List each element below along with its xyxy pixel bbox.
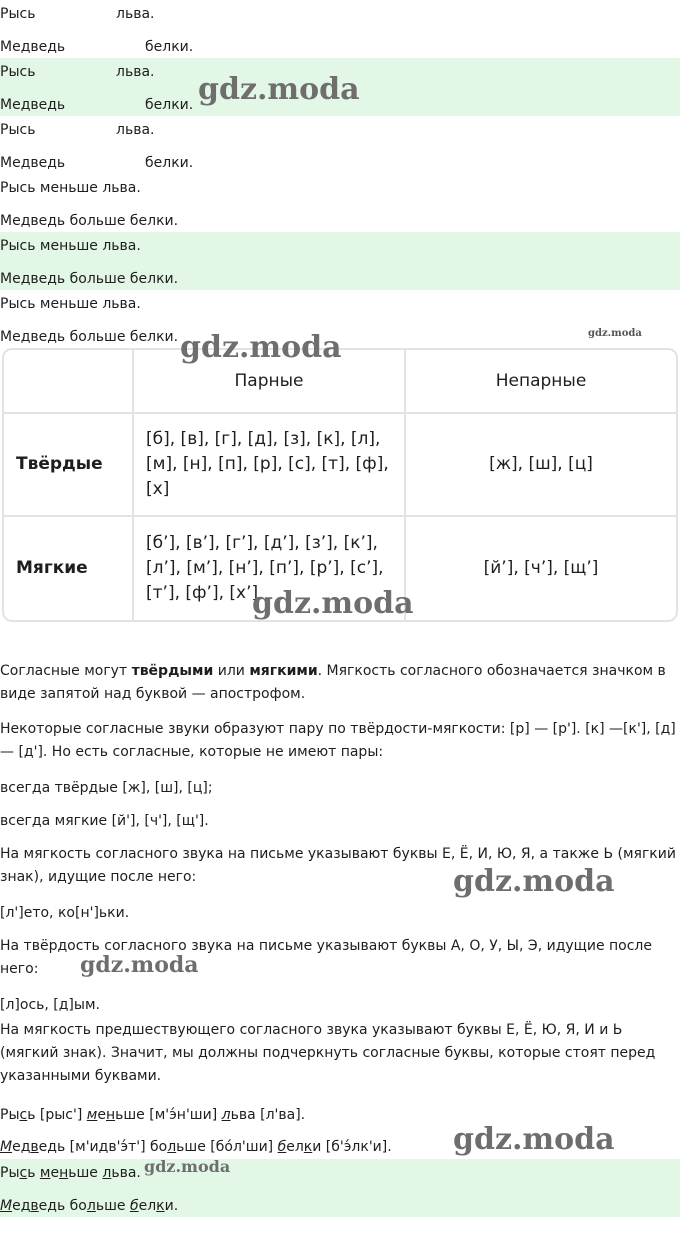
analysis-text: ьше (95, 1198, 130, 1214)
table-corner-cell (4, 350, 134, 414)
underlined-consonant: М (0, 1198, 13, 1214)
table-cell-soft-unpaired: [й’], [ч’], [щ’] (483, 558, 599, 578)
analysis-text: и [б'э́лк'и]. (312, 1139, 392, 1155)
analysis-text: ьва [л'ва]. (230, 1107, 306, 1123)
analysis-text: ед (12, 1139, 31, 1155)
paragraph-soft-letters: На мягкость согласного звука на письме указывают буквы Е, Ё, И, Ю, Я, а также Ь (мягкий знак), идущие после него: (0, 846, 676, 885)
underlined-consonant: м (86, 1107, 98, 1123)
underlined-consonant: н (59, 1165, 69, 1181)
analysis-text: ед (12, 1198, 31, 1214)
paragraph-always-hard: всегда твёрдые [ж], [ш], [ц]; (0, 780, 213, 796)
underlined-consonant: б (129, 1198, 139, 1214)
sentence: Медведь больше белки. (0, 213, 179, 229)
analysis-text: ь бо (56, 1198, 87, 1214)
gap-sentence-object: льва. (116, 122, 155, 138)
paragraph-hard-example: [л]ось, [д]ым. (0, 997, 100, 1013)
analysis-text: ь [рыс'] (27, 1107, 87, 1123)
watermark-logo: gdz.moda (144, 1157, 231, 1176)
analysis-text: ь [м'идв'э́т'] бо (56, 1139, 168, 1155)
gap-sentence-object: белки. (145, 155, 194, 171)
analysis-line-4 (0, 1195, 676, 1218)
underlined-consonant: с (19, 1107, 28, 1123)
watermark-logo: gdz.moda (453, 864, 615, 899)
analysis-text: е (97, 1107, 106, 1123)
gap-sentence-subject: Рысь (0, 122, 36, 138)
underlined-consonant: к (303, 1139, 313, 1155)
analysis-text: ел (138, 1198, 157, 1214)
gap-sentence-object: льва. (116, 6, 155, 22)
analysis-text: е (38, 1139, 48, 1155)
table-cell-hard-unpaired: [ж], [ш], [ц] (406, 414, 676, 517)
analysis-text: е (50, 1165, 60, 1181)
watermark-logo: gdz.moda (252, 586, 414, 621)
table-cell-hard-paired: [б], [в], [г], [д], [з], [к], [л], [м], [н], [п], [р], [с], [т], [ф], [х] (134, 414, 406, 517)
underlined-consonant: н (105, 1107, 116, 1123)
table-header-paired: Парные (134, 350, 406, 414)
underlined-consonant: М (0, 1139, 13, 1155)
analysis-text: ьше [бо́л'ши] (176, 1139, 278, 1155)
underlined-consonant: л (86, 1198, 96, 1214)
underlined-consonant: к (156, 1198, 165, 1214)
analysis-text: Ры (0, 1165, 20, 1181)
underlined-consonant: с (19, 1165, 28, 1181)
analysis-line-3 (0, 1162, 676, 1185)
underlined-consonant: м (39, 1165, 51, 1181)
table-cell-soft-paired: [б’], [в’], [г’], [д’], [з’], [к’], [л’], [м’], [н’], [п’], [р’], [с’], [т’], [ф’], [х’] (134, 517, 406, 620)
sentence: Рысь меньше льва. (0, 238, 141, 254)
analysis-text: ьва. (111, 1165, 141, 1181)
table-header-unpaired: Непарные (406, 350, 676, 414)
gap-sentence-subject: Медведь (0, 155, 66, 171)
watermark-logo: gdz.moda (80, 952, 199, 978)
gap-sentence-subject: Рысь (0, 64, 36, 80)
table-row-label-hard: Твёрдые (4, 414, 134, 517)
sentence: Медведь больше белки. (0, 271, 179, 287)
watermark-logo: gdz.moda (180, 330, 342, 365)
paragraph-intro: Согласные могут твёрдыми или мягкими. Мягкость согласного обозначается значком в виде запятой над буквой — апострофом. (0, 663, 666, 702)
watermark-logo: gdz.moda (588, 328, 642, 339)
watermark-logo: gdz.moda (198, 72, 360, 107)
analysis-text: и. (164, 1198, 179, 1214)
analysis-text: ь (27, 1165, 40, 1181)
underlined-consonant: в (30, 1139, 39, 1155)
gap-sentence-subject: Медведь (0, 39, 66, 55)
paragraph-always-soft: всегда мягкие [й'], [ч'], [щ']. (0, 813, 209, 829)
underlined-consonant: л (102, 1165, 112, 1181)
paragraph-pairs: Некоторые согласные звуки образуют пару по твёрдости-мягкости: [р] — [р']. [к] —[к'], [д] — [д']. Но есть согласные, которые не имеют пары: (0, 721, 676, 760)
gap-sentence-object: белки. (145, 39, 194, 55)
analysis-text: ьше (68, 1165, 103, 1181)
gap-sentence-subject: Рысь (0, 6, 36, 22)
paragraph-hard-letters: На твёрдость согласного звука на письме указывают буквы А, О, У, Ы, Э, идущие после него: (0, 938, 652, 977)
table-row-label-soft: Мягкие (4, 517, 134, 620)
gap-sentence-subject: Медведь (0, 97, 66, 113)
underlined-consonant: д (47, 1198, 57, 1214)
sentence: Рысь меньше льва. (0, 296, 141, 312)
paragraph-rule: На мягкость предшествующего согласного звука указывают буквы Е, Ё, Ю, Я, И и Ь (мягкий знак). Значит, мы должны подчеркнуть согласные буквы, которые стоят перед указанными буквами. (0, 1022, 656, 1084)
sentence: Медведь больше белки. (0, 329, 179, 345)
analysis-text: ел (286, 1139, 304, 1155)
consonant-table (2, 348, 678, 622)
analysis-text: Ры (0, 1107, 20, 1123)
underlined-consonant: л (221, 1107, 231, 1123)
underlined-consonant: д (47, 1139, 57, 1155)
analysis-text: е (38, 1198, 48, 1214)
watermark-logo: gdz.moda (453, 1122, 615, 1157)
underlined-consonant: в (30, 1198, 39, 1214)
underlined-consonant: б (277, 1139, 287, 1155)
paragraph-soft-example: [л']ето, ко[н']ьки. (0, 905, 130, 921)
gap-sentence-object: белки. (145, 97, 194, 113)
gap-sentence-object: льва. (116, 64, 155, 80)
sentence: Рысь меньше льва. (0, 180, 141, 196)
underlined-consonant: л (167, 1139, 177, 1155)
analysis-text: ьше [м'э́н'ши] (115, 1107, 222, 1123)
